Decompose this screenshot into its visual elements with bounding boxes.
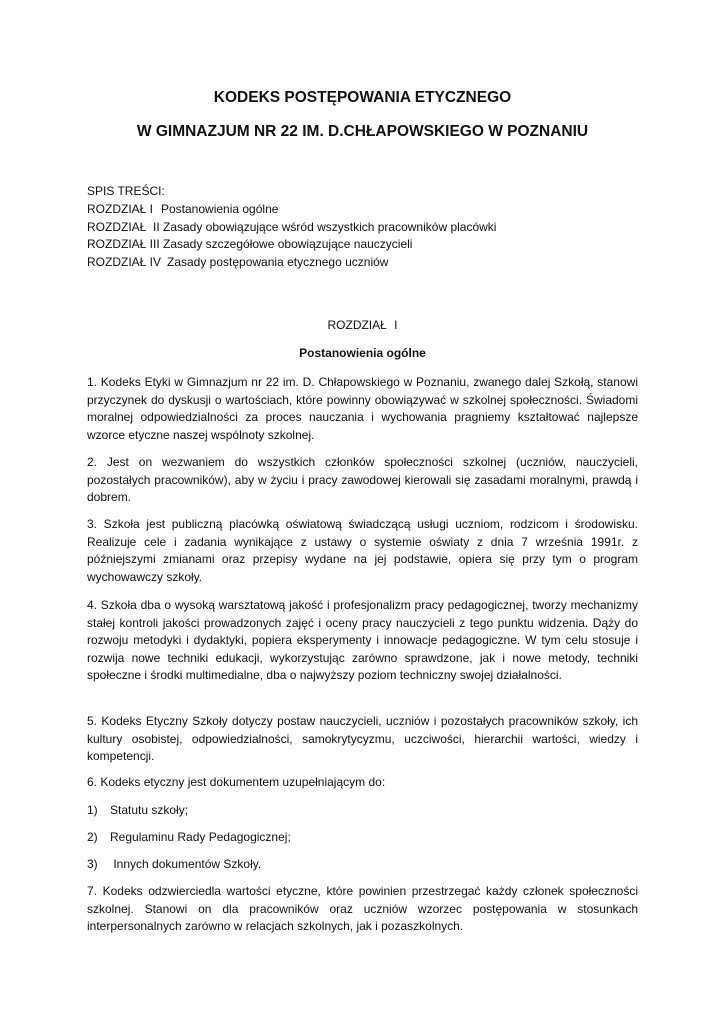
paragraph-2: 2. Jest on wezwaniem do wszystkich członków społeczności szkolnej (uczniów, nauczycieli, pozostałych pracowników), aby w życiu i pracy zawodowej kierowali się zasadami moralnymi, prawdą i dobrem. xyxy=(87,455,638,505)
toc-item xyxy=(87,236,496,254)
list-item xyxy=(87,856,261,874)
table-of-contents xyxy=(87,183,496,272)
document-title-line-2: W GIMNAZJUM NR 22 IM. D.CHŁAPOWSKIEGO W POZNANIU xyxy=(136,123,589,140)
document-title-line-1: KODEKS POSTĘPOWANIA ETYCZNEGO xyxy=(213,89,512,106)
list-item xyxy=(87,829,291,847)
toc-item-code: ROZDZIAŁ I xyxy=(87,201,154,216)
toc-item xyxy=(87,219,496,237)
list-item-text: Statutu szkoły; xyxy=(110,803,189,817)
toc-item-title: Zasady postępowania etycznego uczniów xyxy=(167,255,389,270)
list-item xyxy=(87,802,188,820)
toc-item-title: Zasady obowiązujące wśród wszystkich pracowników placówki xyxy=(163,219,497,234)
toc-item xyxy=(87,201,496,219)
paragraph-6: 6. Kodeks etyczny jest dokumentem uzupełniającym do: xyxy=(87,775,386,789)
paragraph-5: 5. Kodeks Etyczny Szkoły dotyczy postaw nauczycieli, uczniów i pozostałych pracowników szkoły, ich kultury osobistej, odpowiedzialności, samokrytycyzmu, uczciwości, hierarchii wartości, wiedzy i kompetencji. xyxy=(87,714,638,764)
toc-item-code: ROZDZIAŁ II xyxy=(87,219,160,234)
list-item-number: 3) xyxy=(87,857,98,871)
toc-item-code: ROZDZIAŁ III xyxy=(87,237,160,252)
list-item-number: 1) xyxy=(87,803,98,817)
list-item-number: 2) xyxy=(87,830,98,844)
paragraph-4: 4. Szkoła dba o wysoką warsztatową jakość i profesjonalizm pracy pedagogicznej, tworzy mechanizmy stałej kontroli jakości prowadzonych zajęć i oceny pracy nauczycieli z tego punktu widzenia. Dąży do rozwoju metodyki i dydaktyki, popiera eksperymenty i innowacje pedagogiczne. W tym celu stosuje i rozwija nowe techniki edukacji, wykorzystując zarówno sprawdzone, jak i nowe metody, techniki społeczne i środki multimedialne, dba o najwyższy poziom techniczny swojej działalności. xyxy=(87,598,638,683)
paragraph-1: 1. Kodeks Etyki w Gimnazjum nr 22 im. D. Chłapowskiego w Poznaniu, zwanego dalej Szkołą, stanowi przyczynek do dyskusji o wartościach, które powinny obowiązywać w szkolnej społeczności. Świadomi moralnej odpowiedzialności za proces nauczania i wychowania pragniemy kształtować najlepsze wzorce etyczne naszej wspólnoty szkolnej. xyxy=(87,375,638,442)
toc-heading: SPIS TREŚCI: xyxy=(87,184,165,198)
list-item-text: Innych dokumentów Szkoły. xyxy=(110,857,262,871)
toc-item-title: Zasady szczegółowe obowiązujące nauczycieli xyxy=(163,237,413,252)
toc-item xyxy=(87,254,496,272)
chapter-label: ROZDZIAŁ I xyxy=(327,318,398,332)
toc-item-title: Postanowienia ogólne xyxy=(161,201,279,216)
list-item-text: Regulaminu Rady Pedagogicznej; xyxy=(110,830,291,844)
toc-item-code: ROZDZIAŁ IV xyxy=(87,255,162,270)
paragraph-7: 7. Kodeks odzwierciedla wartości etyczne, które powinien przestrzegać każdy członek społeczności szkolnej. Stanowi on dla pracowników oraz uczniów wzorzec postępowania w stosunkach interpersonalnych zarówno w relacjach szkolnych, jak i pozaszkolnych. xyxy=(87,884,638,934)
chapter-title: Postanowienia ogólne xyxy=(299,346,426,360)
paragraph-3: 3. Szkoła jest publiczną placówką oświatową świadczącą usługi uczniom, rodzicom i środowisku. Realizuje cele i zadania wynikające z ustawy o systemie oświaty z dnia 7 września 1991r. z późniejszymi zmianami oraz przepisy wydane na jej podstawie, opiera się przy tym o program wychowawczy szkoły. xyxy=(87,517,638,584)
